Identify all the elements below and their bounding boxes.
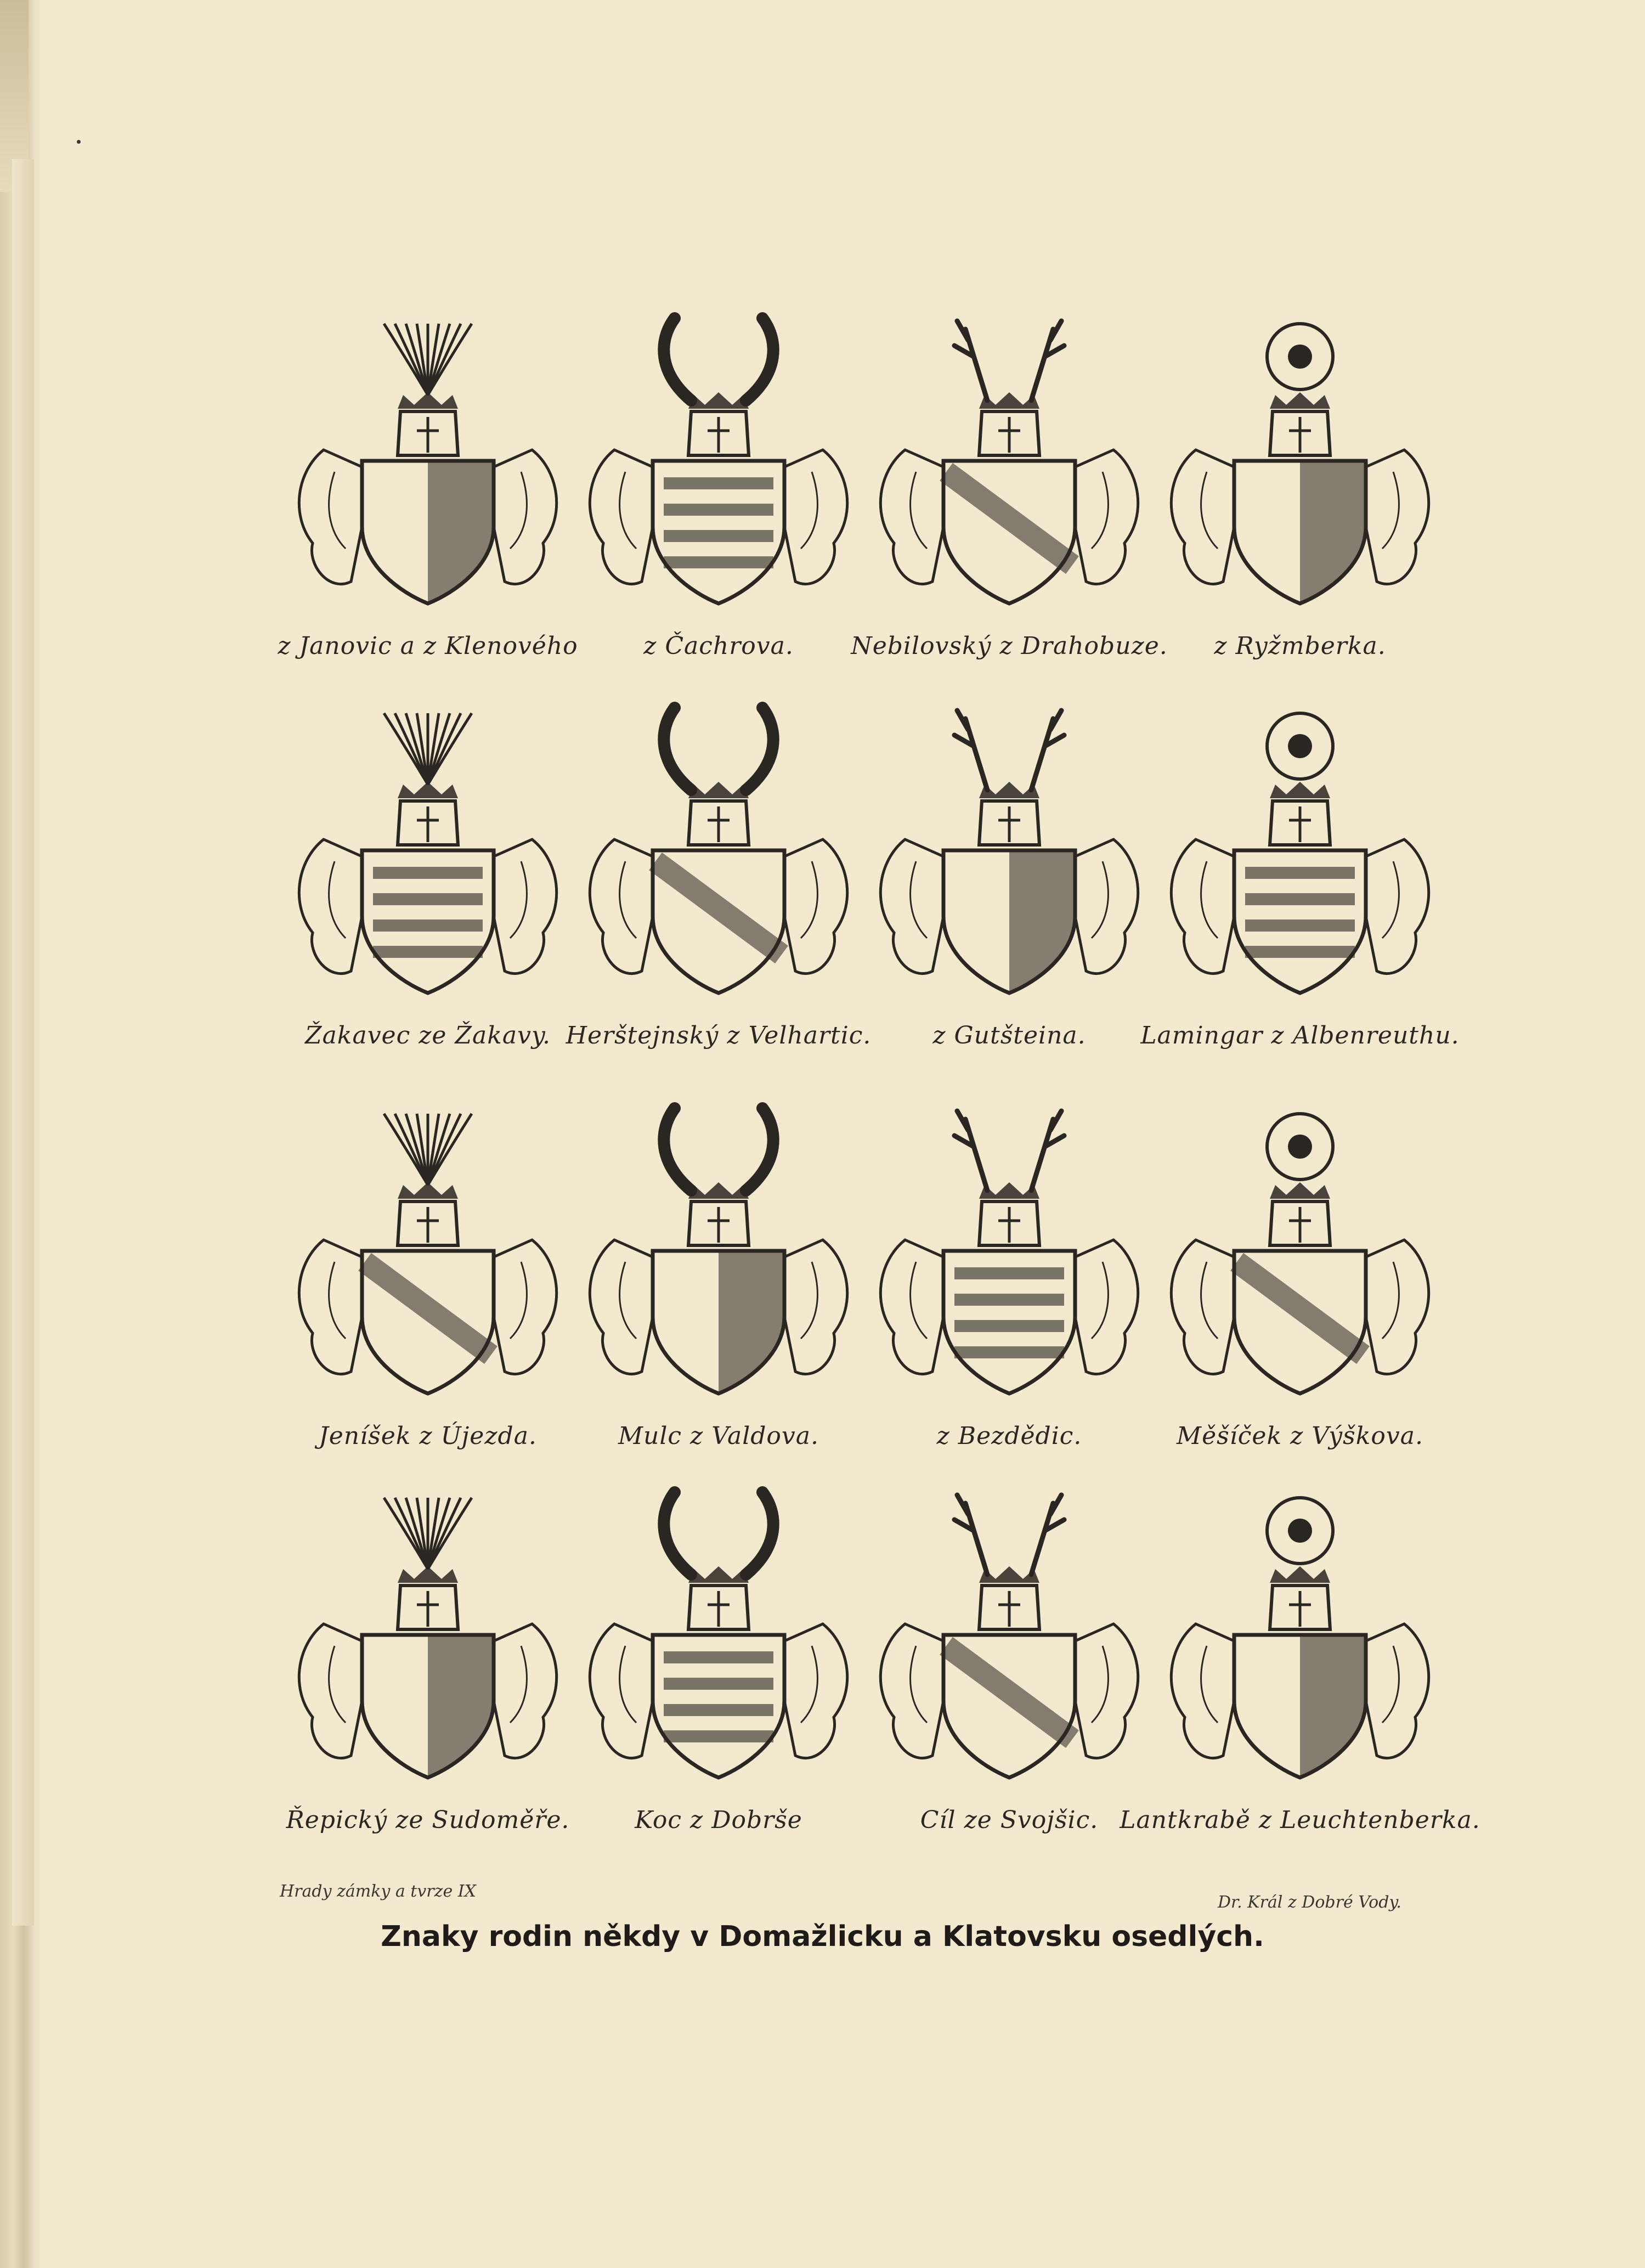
coat-of-arms (856, 1481, 1163, 1843)
coat-of-arms-icon (274, 1481, 581, 1810)
coat-of-arms-caption: z Bezdědic. (936, 1422, 1082, 1450)
coat-of-arms (856, 1097, 1163, 1459)
coat-of-arms-caption: Mulc z Valdova. (618, 1422, 819, 1450)
source-credit-left: Hrady zámky a tvrze IX (280, 1882, 476, 1901)
coat-of-arms (1120, 1481, 1480, 1843)
coat-of-arms-icon (856, 1097, 1163, 1426)
coat-of-arms (565, 1481, 872, 1843)
coat-of-arms-caption: Herštejnský z Velhartic. (566, 1022, 872, 1050)
coat-of-arms-icon (274, 697, 581, 1026)
coat-of-arms-icon (565, 1481, 872, 1810)
coat-of-arms (1140, 697, 1460, 1059)
coat-of-arms-caption: Koc z Dobrše (635, 1806, 802, 1834)
coat-of-arms-caption: z Janovic a z Klenového (278, 632, 578, 660)
coat-of-arms (274, 307, 581, 669)
coat-of-arms-icon (856, 1481, 1163, 1810)
coat-of-arms (565, 307, 872, 669)
coat-of-arms-icon (1146, 1481, 1454, 1810)
coat-of-arms-icon (274, 307, 581, 636)
plate-title: Znaky rodin někdy v Domažlicku a Klatovsku osedlých. (381, 1920, 1264, 1953)
coat-of-arms (1146, 1097, 1454, 1459)
coat-of-arms-icon (1146, 307, 1454, 636)
coat-of-arms (565, 697, 872, 1059)
coat-of-arms-icon (856, 697, 1163, 1026)
coat-of-arms-icon (565, 307, 872, 636)
coat-of-arms-caption: z Čachrova. (643, 632, 794, 660)
coat-of-arms-icon (565, 697, 872, 1026)
page-margin-strip (12, 159, 36, 1926)
coat-of-arms-caption: Měšíček z Výškova. (1177, 1422, 1423, 1450)
coat-of-arms-caption: Řepický ze Sudoměře. (286, 1806, 570, 1834)
coat-of-arms-caption: z Gutšteina. (932, 1022, 1086, 1050)
coat-of-arms-icon (565, 1097, 872, 1426)
coat-of-arms-caption: Cíl ze Svojšic. (920, 1806, 1099, 1834)
coat-of-arms (851, 307, 1168, 669)
coat-of-arms-icon (1146, 697, 1454, 1026)
coat-of-arms (274, 1097, 581, 1459)
coat-of-arms-caption: Žakavec ze Žakavy. (305, 1022, 551, 1050)
coat-of-arms (1146, 307, 1454, 669)
ink-speck (77, 140, 81, 144)
coat-of-arms (856, 697, 1163, 1059)
coat-of-arms (274, 697, 581, 1059)
source-credit-right: Dr. Král z Dobré Vody. (1218, 1893, 1401, 1912)
coat-of-arms-caption: z Ryžmberka. (1214, 632, 1386, 660)
coat-of-arms-caption: Nebilovský z Drahobuze. (851, 632, 1168, 660)
coat-of-arms-icon (274, 1097, 581, 1426)
coat-of-arms-caption: Lantkrabě z Leuchtenberka. (1120, 1806, 1480, 1834)
coat-of-arms (274, 1481, 581, 1843)
coat-of-arms-caption: Lamingar z Albenreuthu. (1140, 1022, 1460, 1050)
coat-of-arms-caption: Jeníšek z Újezda. (319, 1422, 537, 1450)
coat-of-arms (565, 1097, 872, 1459)
coat-of-arms-icon (1146, 1097, 1454, 1426)
coat-of-arms-icon (856, 307, 1163, 636)
